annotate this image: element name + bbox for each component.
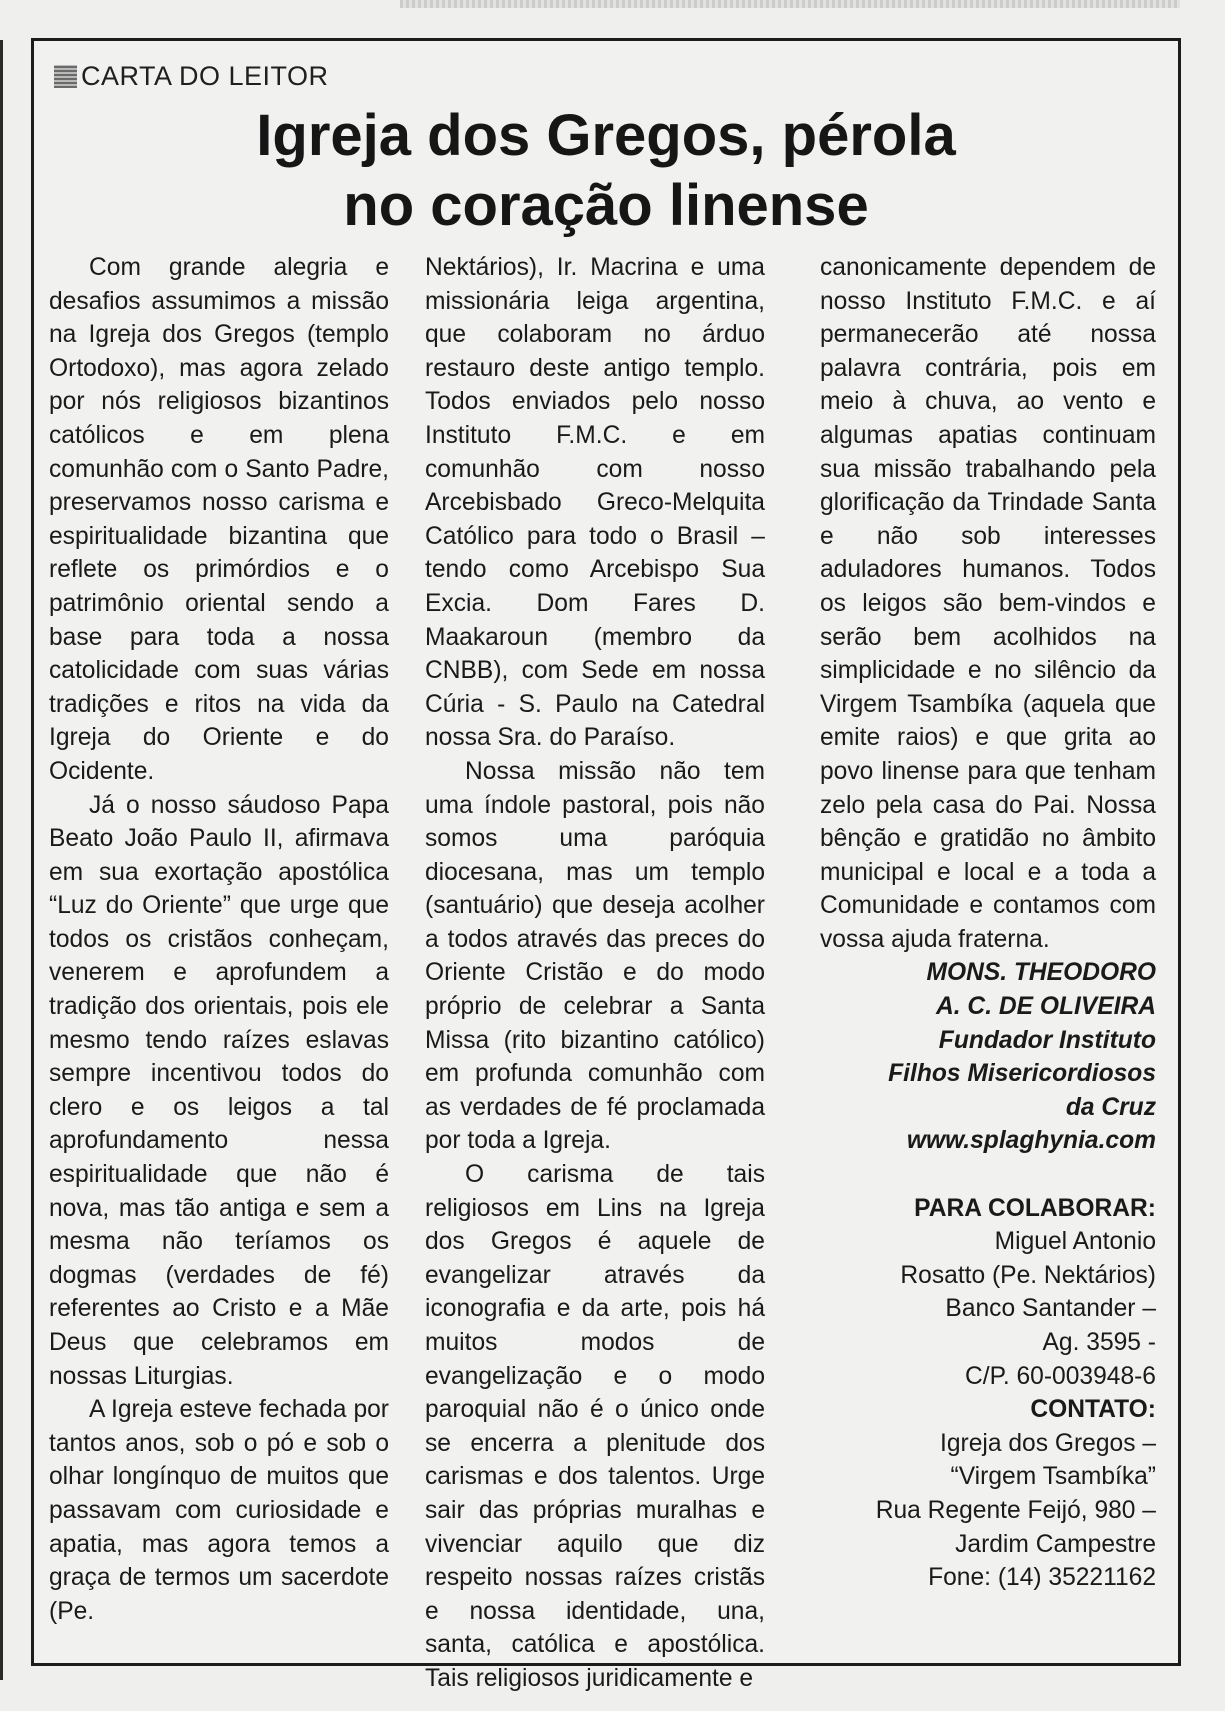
column-1 <box>49 251 389 1628</box>
paragraph: Nossa missão não tem uma índole pastoral, pois não somos uma paróquia diocesana, mas um templo (santuário) que deseja acolher a todos através das preces do Oriente Cristão e do modo próprio de celebrar a Santa Missa (rito bizantino católico) em profunda comunhão com as verdades de fé proclamada por toda a Igreja. <box>425 757 765 1155</box>
signature-role: Fundador Instituto <box>938 1026 1156 1054</box>
paragraph: A Igreja esteve fechada por tantos anos, sob o pó e sob o olhar longínquo de muitos que passavam com curiosidade e apatia, mas agora temos a graça de termos um sacerdote (Pe. <box>49 1396 389 1625</box>
collaborate-line: Ag. 3595 - <box>1042 1329 1156 1356</box>
section-label-text: CARTA DO LEITOR <box>81 61 329 91</box>
signature-name: MONS. THEODORO <box>926 959 1156 987</box>
contact-block <box>820 1393 1156 1595</box>
paragraph: O carisma de tais religiosos em Lins na Igreja dos Gregos é aquele de evangelizar através da iconografia e da arte, pois há muitos modos de evangelização e o modo paroquial não é o único onde se encerra a plenitude dos carismas e dos talentos. Urge sair das próprias muralhas e vivenciar aquilo que diz respeito nossas raízes cristãs e nossa identidade, una, santa, católica e apostólica. Tais religiosos juridicamente e <box>425 1161 765 1692</box>
paragraph: Com grande alegria e desafios assumimos a missão na Igreja dos Gregos (templo Ortodoxo), mas agora zelado por nós religiosos bizantinos católicos e em plena comunhão com o Santo Padre, preservamos nosso carisma e espiritualidade bizantina que reflete os primórdios e o patrimônio oriental sendo a base para toda a nossa catolicidade com suas várias tradições e ritos na vida da Igreja do Oriente e do Ocidente. <box>49 254 389 785</box>
section-label <box>54 61 329 92</box>
column-2 <box>425 251 765 1696</box>
contact-heading: CONTATO: <box>1030 1396 1156 1424</box>
signature-block <box>820 956 1156 1158</box>
signature-role-2: Filhos Misericordiosos <box>888 1060 1156 1088</box>
paragraph-continued: Nektários), Ir. Macrina e uma missionária leiga argentina, que colaboram no árduo restauro deste antigo templo. Todos enviados pelo nosso Instituto F.M.C. e em comunhão com nosso Arcebisbado Greco-Melquita Católico para todo o Brasil – tendo como Arcebispo Sua Excia. Dom Fares D. Maakaroun (membro da CNBB), com Sede em nossa Cúria - S. Paulo na Catedral nossa Sra. do Paraíso. <box>425 254 765 752</box>
scan-edge-top <box>400 0 1180 8</box>
contact-line: Rua Regente Feijó, 980 – <box>875 1496 1156 1524</box>
contact-line: Jardim Campestre <box>955 1530 1156 1558</box>
contact-line: “Virgem Tsambíka” <box>950 1463 1156 1491</box>
column-3 <box>820 251 1156 1595</box>
collaborate-line: Banco Santander – <box>945 1295 1156 1323</box>
paragraph-continued: canonicamente dependem de nosso Instituto F.M.C. e aí permanecerão até nossa palavra contrária, pois em meio à chuva, ao vento e algumas apatias continuam sua missão trabalhando pela glorificação da Trindade Santa e não sob interesses aduladores humanos. Todos os leigos são bem-vindos e serão bem acolhidos na simplicidade e no silêncio da Virgem Tsambíka (aquela que emite raios) e que grita ao povo linense para que tenham zelo pela casa do Pai. Nossa bênção e gratidão no âmbito municipal e local e a toda a Comunidade e contamos com vossa ajuda fraterna. <box>820 254 1156 953</box>
article-box <box>31 38 1181 1692</box>
collaborate-line: C/P. 60-003948-6 <box>965 1362 1156 1390</box>
signature-website: www.splaghynia.com <box>906 1127 1156 1155</box>
contact-line: Fone: (14) 35221162 <box>928 1564 1156 1592</box>
spacer <box>820 1158 1156 1192</box>
contact-line: Igreja dos Gregos – <box>940 1429 1156 1457</box>
signature-name-2: A. C. DE OLIVEIRA <box>936 993 1156 1021</box>
collaborate-line: Miguel Antonio <box>994 1228 1156 1256</box>
signature-role-3: da Cruz <box>1065 1093 1156 1121</box>
paragraph: Já o nosso sáudoso Papa Beato João Paulo II, afirmava em sua exortação apostólica “Luz do Oriente” que urge que todos os cristãos conheçam, venerem e aprofundem a tradição dos orientais, pois ele mesmo tendo raízes eslavas sempre incentivou todos do clero e os leigos a tal aprofundamento nessa espiritualidade que não é nova, mas tão antiga e sem a mesma não teríamos os dogmas (verdades de fé) referentes ao Cristo e a Mãe Deus que celebramos em nossas Liturgias. <box>49 791 389 1390</box>
headline <box>34 101 1178 241</box>
collaborate-line: Rosatto (Pe. Nektários) <box>900 1261 1156 1289</box>
headline-line-2: no coração linense <box>343 173 869 238</box>
collaborate-block <box>820 1192 1156 1394</box>
headline-line-1: Igreja dos Gregos, pérola <box>256 103 956 168</box>
section-square-icon <box>54 65 77 88</box>
scan-left-rule <box>0 40 3 1680</box>
collaborate-heading: PARA COLABORAR: <box>914 1194 1156 1222</box>
